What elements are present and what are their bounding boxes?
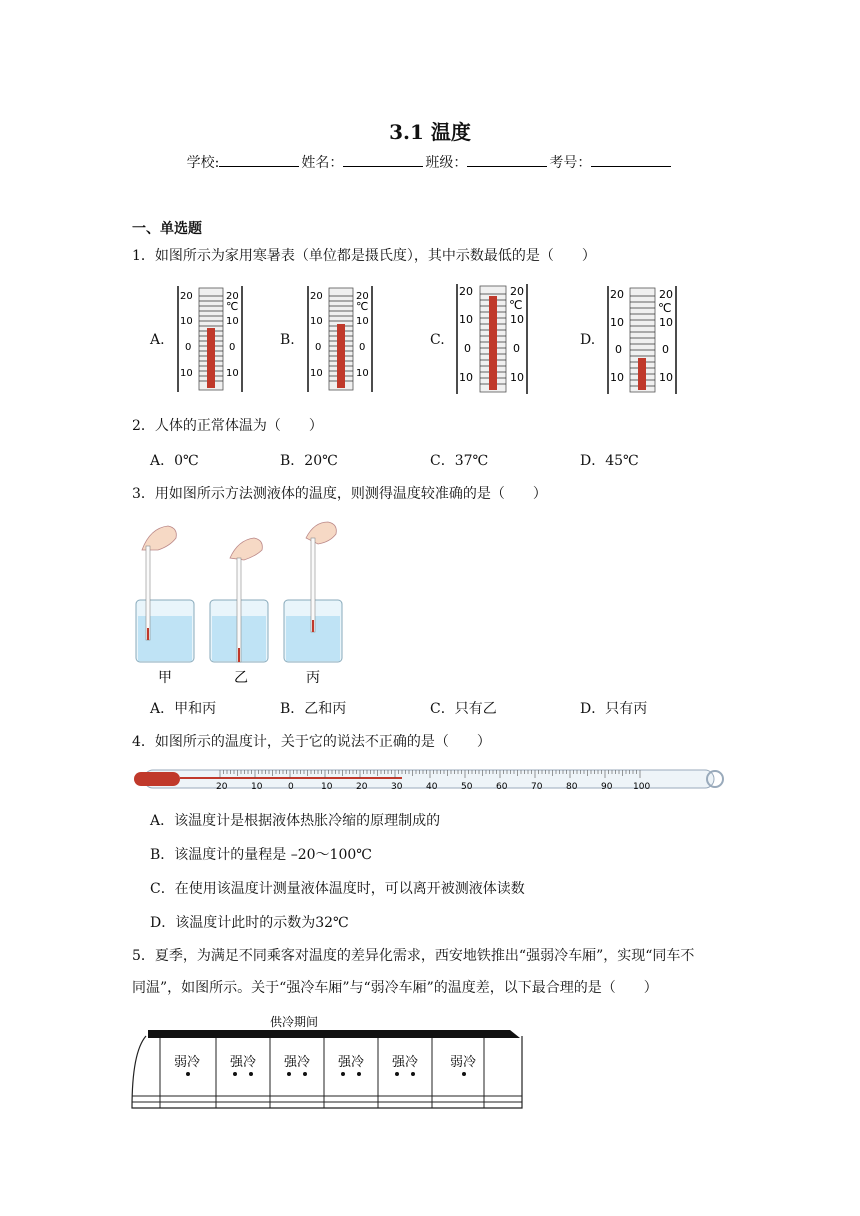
question-2-text: 2．人体的正常体温为（ ） <box>132 418 323 434</box>
hscale-label-0: 20 <box>216 782 228 792</box>
thermo-b-tick-20: 20 <box>310 291 323 302</box>
thermo-b-tick-0-right: 0 <box>359 342 366 353</box>
car-6-label: 弱冷 <box>450 1055 477 1070</box>
thermo-b-unit: ℃ <box>356 300 369 313</box>
class-blank <box>467 152 547 167</box>
hscale-label-7: 50 <box>461 782 473 792</box>
hscale-label-6: 40 <box>426 782 438 792</box>
q3-option-c: C．只有乙 <box>430 701 497 717</box>
thermo-c-tick-20-right: 20 <box>510 285 524 298</box>
subway-figure-title: 供冷期间 <box>270 1015 319 1029</box>
question-5-text-line2: 同温”，如图所示。关于“强冷车厢”与“弱冷车厢”的温度差，以下最合理的是（ ） <box>132 980 658 996</box>
thermo-a-tick-minus10: 10 <box>180 368 193 379</box>
beaker-label-bing: 丙 <box>306 670 320 686</box>
thermo-b-tick-20-right: 20 <box>356 291 369 302</box>
class-label: 班级： <box>425 155 468 171</box>
question-3-text: 3．用如图所示方法测液体的温度，则测得温度较准确的是（ ） <box>132 486 547 502</box>
car-1-label: 弱冷 <box>174 1055 201 1070</box>
thermometer-a-figure <box>175 284 245 394</box>
thermo-c-tick-0: 0 <box>464 342 471 355</box>
thermo-d-tick-0: 0 <box>615 343 622 356</box>
hand-2 <box>230 538 262 560</box>
thermo-d-tick-0-right: 0 <box>662 343 669 356</box>
hscale-label-10: 80 <box>566 782 578 792</box>
thermo-d-tick-20: 20 <box>610 288 624 301</box>
thermo-b-tick-10-right: 10 <box>356 316 369 327</box>
hscale-label-11: 90 <box>601 782 613 792</box>
question-4-text: 4．如图所示的温度计，关于它的说法不正确的是（ ） <box>132 734 491 750</box>
thermo-a-tick-minus10-right: 10 <box>226 368 239 379</box>
beaker-label-yi: 乙 <box>234 670 248 686</box>
q4-option-b: B．该温度计的量程是 –20～100℃ <box>150 847 372 863</box>
school-label: 学校: <box>186 155 220 171</box>
name-label: 姓名： <box>301 155 344 171</box>
thermometer-b-figure <box>305 284 375 394</box>
name-blank <box>343 152 423 167</box>
q3-option-b: B．乙和丙 <box>280 701 347 717</box>
hscale-label-1: 10 <box>251 782 263 792</box>
beakers-figure <box>130 520 360 688</box>
thermo-d-tick-10-right: 10 <box>659 316 673 329</box>
q1-option-c-label: C. <box>430 332 445 348</box>
car-5-label: 强冷 <box>392 1055 419 1070</box>
school-blank <box>219 152 299 167</box>
thermo-d-unit: ℃ <box>658 301 672 315</box>
thermo-c-tick-20: 20 <box>459 285 473 298</box>
question-5-text-line1: 5．夏季，为满足不同乘客对温度的差异化需求，西安地铁推出“强弱冷车厢”，实现“同车不 <box>132 948 695 964</box>
thermo-a-tick-10-right: 10 <box>226 316 239 327</box>
thermo-d-tick-10: 10 <box>610 316 624 329</box>
hscale-label-12: 100 <box>633 782 651 792</box>
q1-option-b-label: B. <box>280 332 295 348</box>
beaker-label-jia: 甲 <box>158 670 172 686</box>
thermometer-d-figure <box>605 284 679 396</box>
number-blank <box>591 152 671 167</box>
question-1-text: 1．如图所示为家用寒暑表（单位都是摄氏度），其中示数最低的是（ ） <box>132 248 596 264</box>
thermo-d-tick-minus10-right: 10 <box>659 371 673 384</box>
q2-option-d: D．45℃ <box>580 453 639 469</box>
page-title: 3.1 温度 <box>389 120 471 144</box>
q4-option-d: D．该温度计此时的示数为32℃ <box>150 915 349 931</box>
thermo-c-tick-minus10-right: 10 <box>510 371 524 384</box>
q2-option-b: B．20℃ <box>280 453 338 469</box>
q1-option-a-label: A. <box>150 332 165 348</box>
hscale-label-3: 10 <box>321 782 333 792</box>
q4-option-a: A．该温度计是根据液体热胀冷缩的原理制成的 <box>150 813 441 829</box>
thermo-a-tick-20-right: 20 <box>226 291 239 302</box>
horizontal-thermometer-figure <box>130 764 730 794</box>
thermo-c-tick-10-right: 10 <box>510 313 524 326</box>
thermo-a-tick-0-right: 0 <box>229 342 236 353</box>
q3-option-d: D．只有丙 <box>580 701 648 717</box>
thermo-b-tick-0: 0 <box>315 342 322 353</box>
number-label: 考号： <box>549 155 592 171</box>
thermo-d-tick-20-right: 20 <box>659 288 673 301</box>
q1-option-d-label: D. <box>580 332 596 348</box>
thermo-b-tick-10: 10 <box>310 316 323 327</box>
thermo-a-tick-10: 10 <box>180 316 193 327</box>
thermo-a-tick-20: 20 <box>180 291 193 302</box>
thermo-c-tick-minus10: 10 <box>459 371 473 384</box>
q2-option-a: A．0℃ <box>150 453 199 469</box>
car-4-label: 强冷 <box>338 1055 365 1070</box>
thermometer-c-figure <box>454 282 530 396</box>
hscale-label-4: 20 <box>356 782 368 792</box>
hscale-label-8: 60 <box>496 782 508 792</box>
q3-option-a: A．甲和丙 <box>150 701 217 717</box>
thermo-c-unit: ℃ <box>509 298 523 312</box>
thermo-a-tick-0: 0 <box>185 342 192 353</box>
hscale-label-2: 0 <box>288 782 294 792</box>
thermo-c-tick-0-right: 0 <box>513 342 520 355</box>
thermo-a-unit: ℃ <box>226 300 239 313</box>
car-3-label: 强冷 <box>284 1055 311 1070</box>
hscale-label-9: 70 <box>531 782 543 792</box>
hand-3 <box>306 522 336 544</box>
thermo-b-tick-minus10: 10 <box>310 368 323 379</box>
q4-option-c: C．在使用该温度计测量液体温度时，可以离开被测液体读数 <box>150 881 525 897</box>
q2-option-c: C．37℃ <box>430 453 489 469</box>
thermo-c-tick-10: 10 <box>459 313 473 326</box>
hscale-label-5: 30 <box>391 782 403 792</box>
car-2-label: 强冷 <box>230 1055 257 1070</box>
thermo-b-tick-minus10-right: 10 <box>356 368 369 379</box>
subway-cars-figure <box>130 1012 524 1114</box>
section-title: 一、单选题 <box>132 221 202 237</box>
student-info-line <box>0 152 860 172</box>
thermo-d-tick-minus10: 10 <box>610 371 624 384</box>
